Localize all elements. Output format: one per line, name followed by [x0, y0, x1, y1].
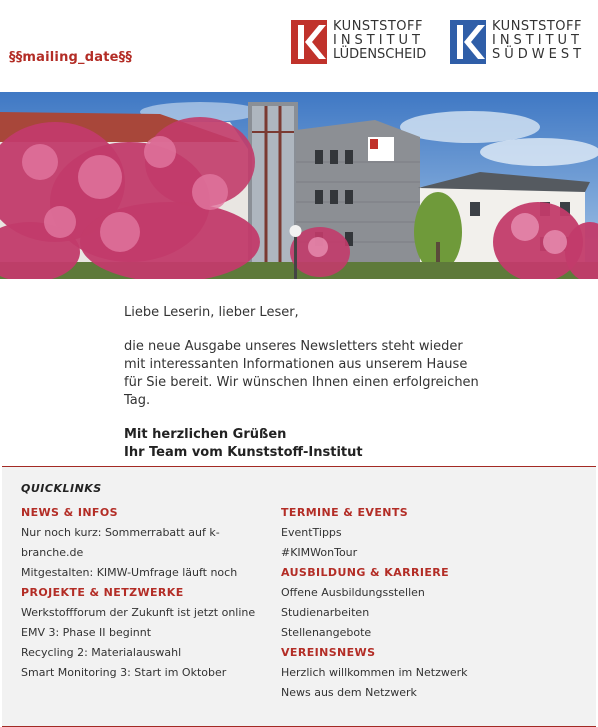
logo-line: LÜDENSCHEID	[333, 47, 427, 62]
logo-line: INSTITUT	[333, 33, 424, 48]
salutation: Liebe Leserin, lieber Leser,	[124, 305, 299, 320]
header	[0, 0, 598, 92]
link-news-netzwerk[interactable]: News aus dem Netzwerk	[281, 686, 417, 699]
intro-body: die neue Ausgabe unseres Newsletters steht wieder mit interessanten Informationen aus unserem Hause für Sie bereit. Wir wünschen Ihnen einen erfolgreichen Tag.	[124, 339, 479, 408]
closing-signature: Ihr Team vom Kunststoff-Institut	[124, 445, 363, 460]
quicklinks-right-column	[281, 503, 541, 703]
link-werkstoffforum[interactable]: Werkstoffforum der Zukunft ist jetzt online	[21, 606, 256, 619]
logo-line: KUNSTSTOFF	[333, 19, 423, 34]
section-heading-news-infos: NEWS & INFOS	[21, 506, 118, 519]
section-heading-ausbildung-karriere: AUSBILDUNG & KARRIERE	[281, 566, 450, 579]
quicklinks-panel	[2, 466, 596, 727]
link-eventtipps[interactable]: EventTipps	[281, 526, 342, 539]
section-heading-vereinsnews: VEREINSNEWS	[281, 646, 376, 659]
link-kimwontour[interactable]: #KIMWonTour	[281, 546, 358, 559]
section-heading-termine-events: TERMINE & EVENTS	[281, 506, 409, 519]
section-heading-projekte-netzwerke: PROJEKTE & NETZWERKE	[21, 586, 184, 599]
link-emv3[interactable]: EMV 3: Phase II beginnt	[21, 626, 152, 639]
k-logo-icon	[450, 20, 486, 64]
logo-line: INSTITUT	[492, 33, 583, 48]
intro-text	[124, 304, 484, 462]
k-logo-icon	[291, 20, 327, 64]
hero-image-institute-building	[0, 92, 598, 279]
logo-line: KUNSTSTOFF	[492, 19, 582, 34]
link-sommerrabatt-cont[interactable]: branche.de	[21, 546, 84, 559]
quicklinks-title: QUICKLINKS	[21, 482, 102, 495]
link-ausbildungsstellen[interactable]: Offene Ausbildungsstellen	[281, 586, 425, 599]
link-kimw-umfrage[interactable]: Mitgestalten: KIMW-Umfrage läuft noch	[21, 566, 238, 579]
closing-line: Mit herzlichen Grüßen	[124, 427, 287, 442]
link-stellenangebote[interactable]: Stellenangebote	[281, 626, 372, 639]
quicklinks-left-column	[21, 503, 281, 683]
link-willkommen-netzwerk[interactable]: Herzlich willkommen im Netzwerk	[281, 666, 468, 679]
logo-kunststoff-institut-ludenscheid[interactable]	[291, 20, 426, 68]
link-studienarbeiten[interactable]: Studienarbeiten	[281, 606, 370, 619]
logo-kunststoff-institut-sudwest[interactable]	[450, 20, 585, 68]
logo-text	[492, 20, 585, 62]
logo-text	[333, 20, 426, 62]
link-sommerrabatt[interactable]: Nur noch kurz: Sommerrabatt auf k-	[21, 526, 220, 539]
logo-line: SÜDWEST	[492, 47, 586, 62]
link-smart-monitoring3[interactable]: Smart Monitoring 3: Start im Oktober	[21, 666, 227, 679]
mailing-date: §§mailing_date§§	[9, 50, 133, 65]
link-recycling2[interactable]: Recycling 2: Materialauswahl	[21, 646, 182, 659]
